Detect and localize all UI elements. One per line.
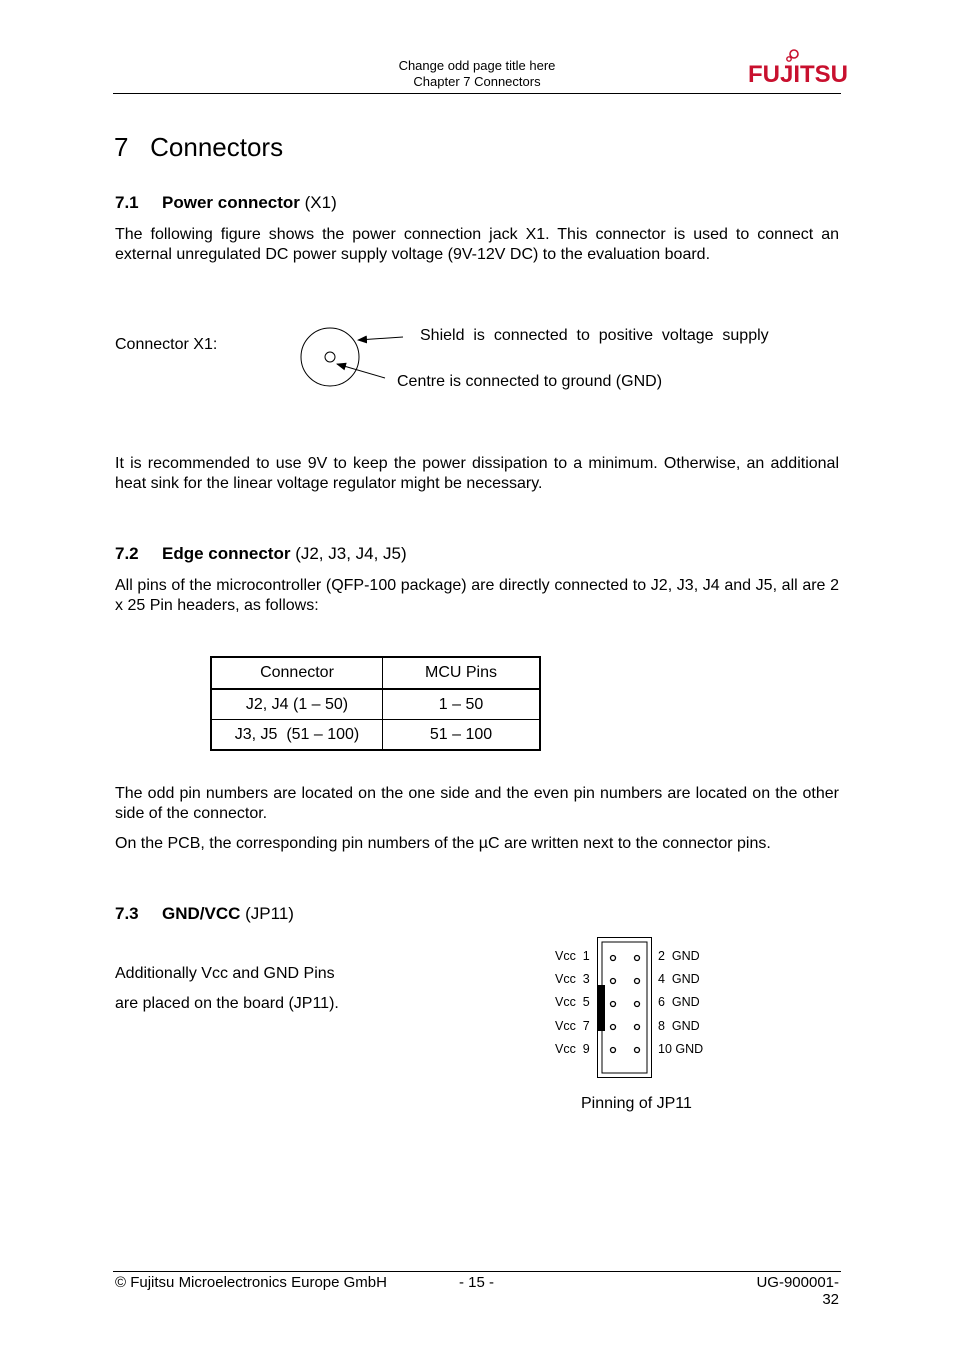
header-rule bbox=[113, 93, 841, 94]
table-cell: 1 – 50 bbox=[383, 689, 541, 720]
jp11-pin-label: Vcc 1 bbox=[555, 949, 590, 963]
section-number: 7.1 bbox=[115, 193, 139, 212]
section-number: 7.3 bbox=[115, 904, 139, 923]
power-jack-diagram bbox=[295, 320, 405, 395]
annotation-centre: Centre is connected to ground (GND) bbox=[397, 373, 663, 390]
section-heading-7-1 bbox=[115, 193, 337, 213]
jp11-text-line1: Additionally Vcc and GND Pins bbox=[115, 965, 335, 982]
jp11-pin-label: 2 GND bbox=[658, 949, 700, 963]
section-title-bold: Power connector bbox=[162, 193, 300, 212]
footer-rule bbox=[113, 1271, 841, 1272]
footer-page-number: - 15 - bbox=[459, 1274, 495, 1291]
paragraph-edge-intro: All pins of the microcontroller (QFP-100 package) are directly connected to J2, J3, J4 and J5, all are 2 x 25 Pin headers, as follows: bbox=[115, 577, 839, 614]
jp11-header-diagram bbox=[596, 936, 654, 1080]
header-chapter: Chapter 7 Connectors bbox=[413, 74, 541, 89]
table-cell: 51 – 100 bbox=[383, 720, 541, 751]
paragraph-odd-even: The odd pin numbers are located on the one side and the even pin numbers are located on the other side of the connector. bbox=[115, 785, 839, 822]
paragraph-power-recommend: It is recommended to use 9V to keep the power dissipation to a minimum. Otherwise, an additional heat sink for the linear voltage regulator might be necessary. bbox=[115, 455, 839, 492]
table-row bbox=[211, 689, 540, 720]
section-title-bold: GND/VCC bbox=[162, 904, 241, 923]
jp11-pin-label: 4 GND bbox=[658, 972, 700, 986]
jp11-text-line2: are placed on the board (JP11). bbox=[115, 995, 339, 1012]
section-title-suffix: (X1) bbox=[299, 193, 337, 212]
jp11-pin-label: Vcc 7 bbox=[555, 1019, 590, 1033]
jp11-pin-label: 8 GND bbox=[658, 1019, 700, 1033]
annotation-shield: Shield is connected to positive voltage supply bbox=[420, 327, 769, 344]
table-header-cell: Connector bbox=[211, 657, 383, 689]
section-title-suffix: (J2, J3, J4, J5) bbox=[290, 544, 407, 563]
section-title-bold: Edge connector bbox=[162, 544, 291, 563]
section-heading-7-3 bbox=[115, 904, 294, 924]
footer-copyright: © Fujitsu Microelectronics Europe GmbH bbox=[115, 1274, 387, 1291]
paragraph-power-intro: The following figure shows the power connection jack X1. This connector is used to connect an external unregulated DC power supply voltage (9V-12V DC) to the evaluation board. bbox=[115, 226, 839, 263]
jp11-pin-label: Vcc 5 bbox=[555, 995, 590, 1009]
jp11-pin-label: 6 GND bbox=[658, 995, 700, 1009]
connector-x1-label: Connector X1: bbox=[115, 336, 218, 353]
section-heading-7-2 bbox=[115, 544, 407, 564]
table-header-row bbox=[211, 657, 540, 689]
table-cell: J3, J5 (51 – 100) bbox=[211, 720, 383, 751]
header-title: Change odd page title here bbox=[398, 58, 556, 73]
table-cell: J2, J4 (1 – 50) bbox=[211, 689, 383, 720]
jp11-pin-label: 10 GND bbox=[658, 1042, 704, 1056]
jp11-pin-label: Vcc 3 bbox=[555, 972, 590, 986]
jp11-pin-label: Vcc 9 bbox=[555, 1042, 590, 1056]
connector-table bbox=[210, 656, 541, 751]
table-header-cell: MCU Pins bbox=[383, 657, 541, 689]
section-number: 7.2 bbox=[115, 544, 139, 563]
paragraph-pcb: On the PCB, the corresponding pin numbers of the µC are written next to the connector pins. bbox=[115, 835, 771, 852]
section-title-suffix: (JP11) bbox=[240, 904, 294, 923]
logo-text: FUJITSU bbox=[747, 61, 849, 88]
footer-doc-id: UG-900001-32 bbox=[756, 1274, 839, 1308]
jp11-caption: Pinning of JP11 bbox=[581, 1095, 692, 1112]
chapter-title: 7 Connectors bbox=[114, 132, 284, 162]
fujitsu-logo bbox=[747, 46, 849, 90]
table-row bbox=[211, 720, 540, 751]
